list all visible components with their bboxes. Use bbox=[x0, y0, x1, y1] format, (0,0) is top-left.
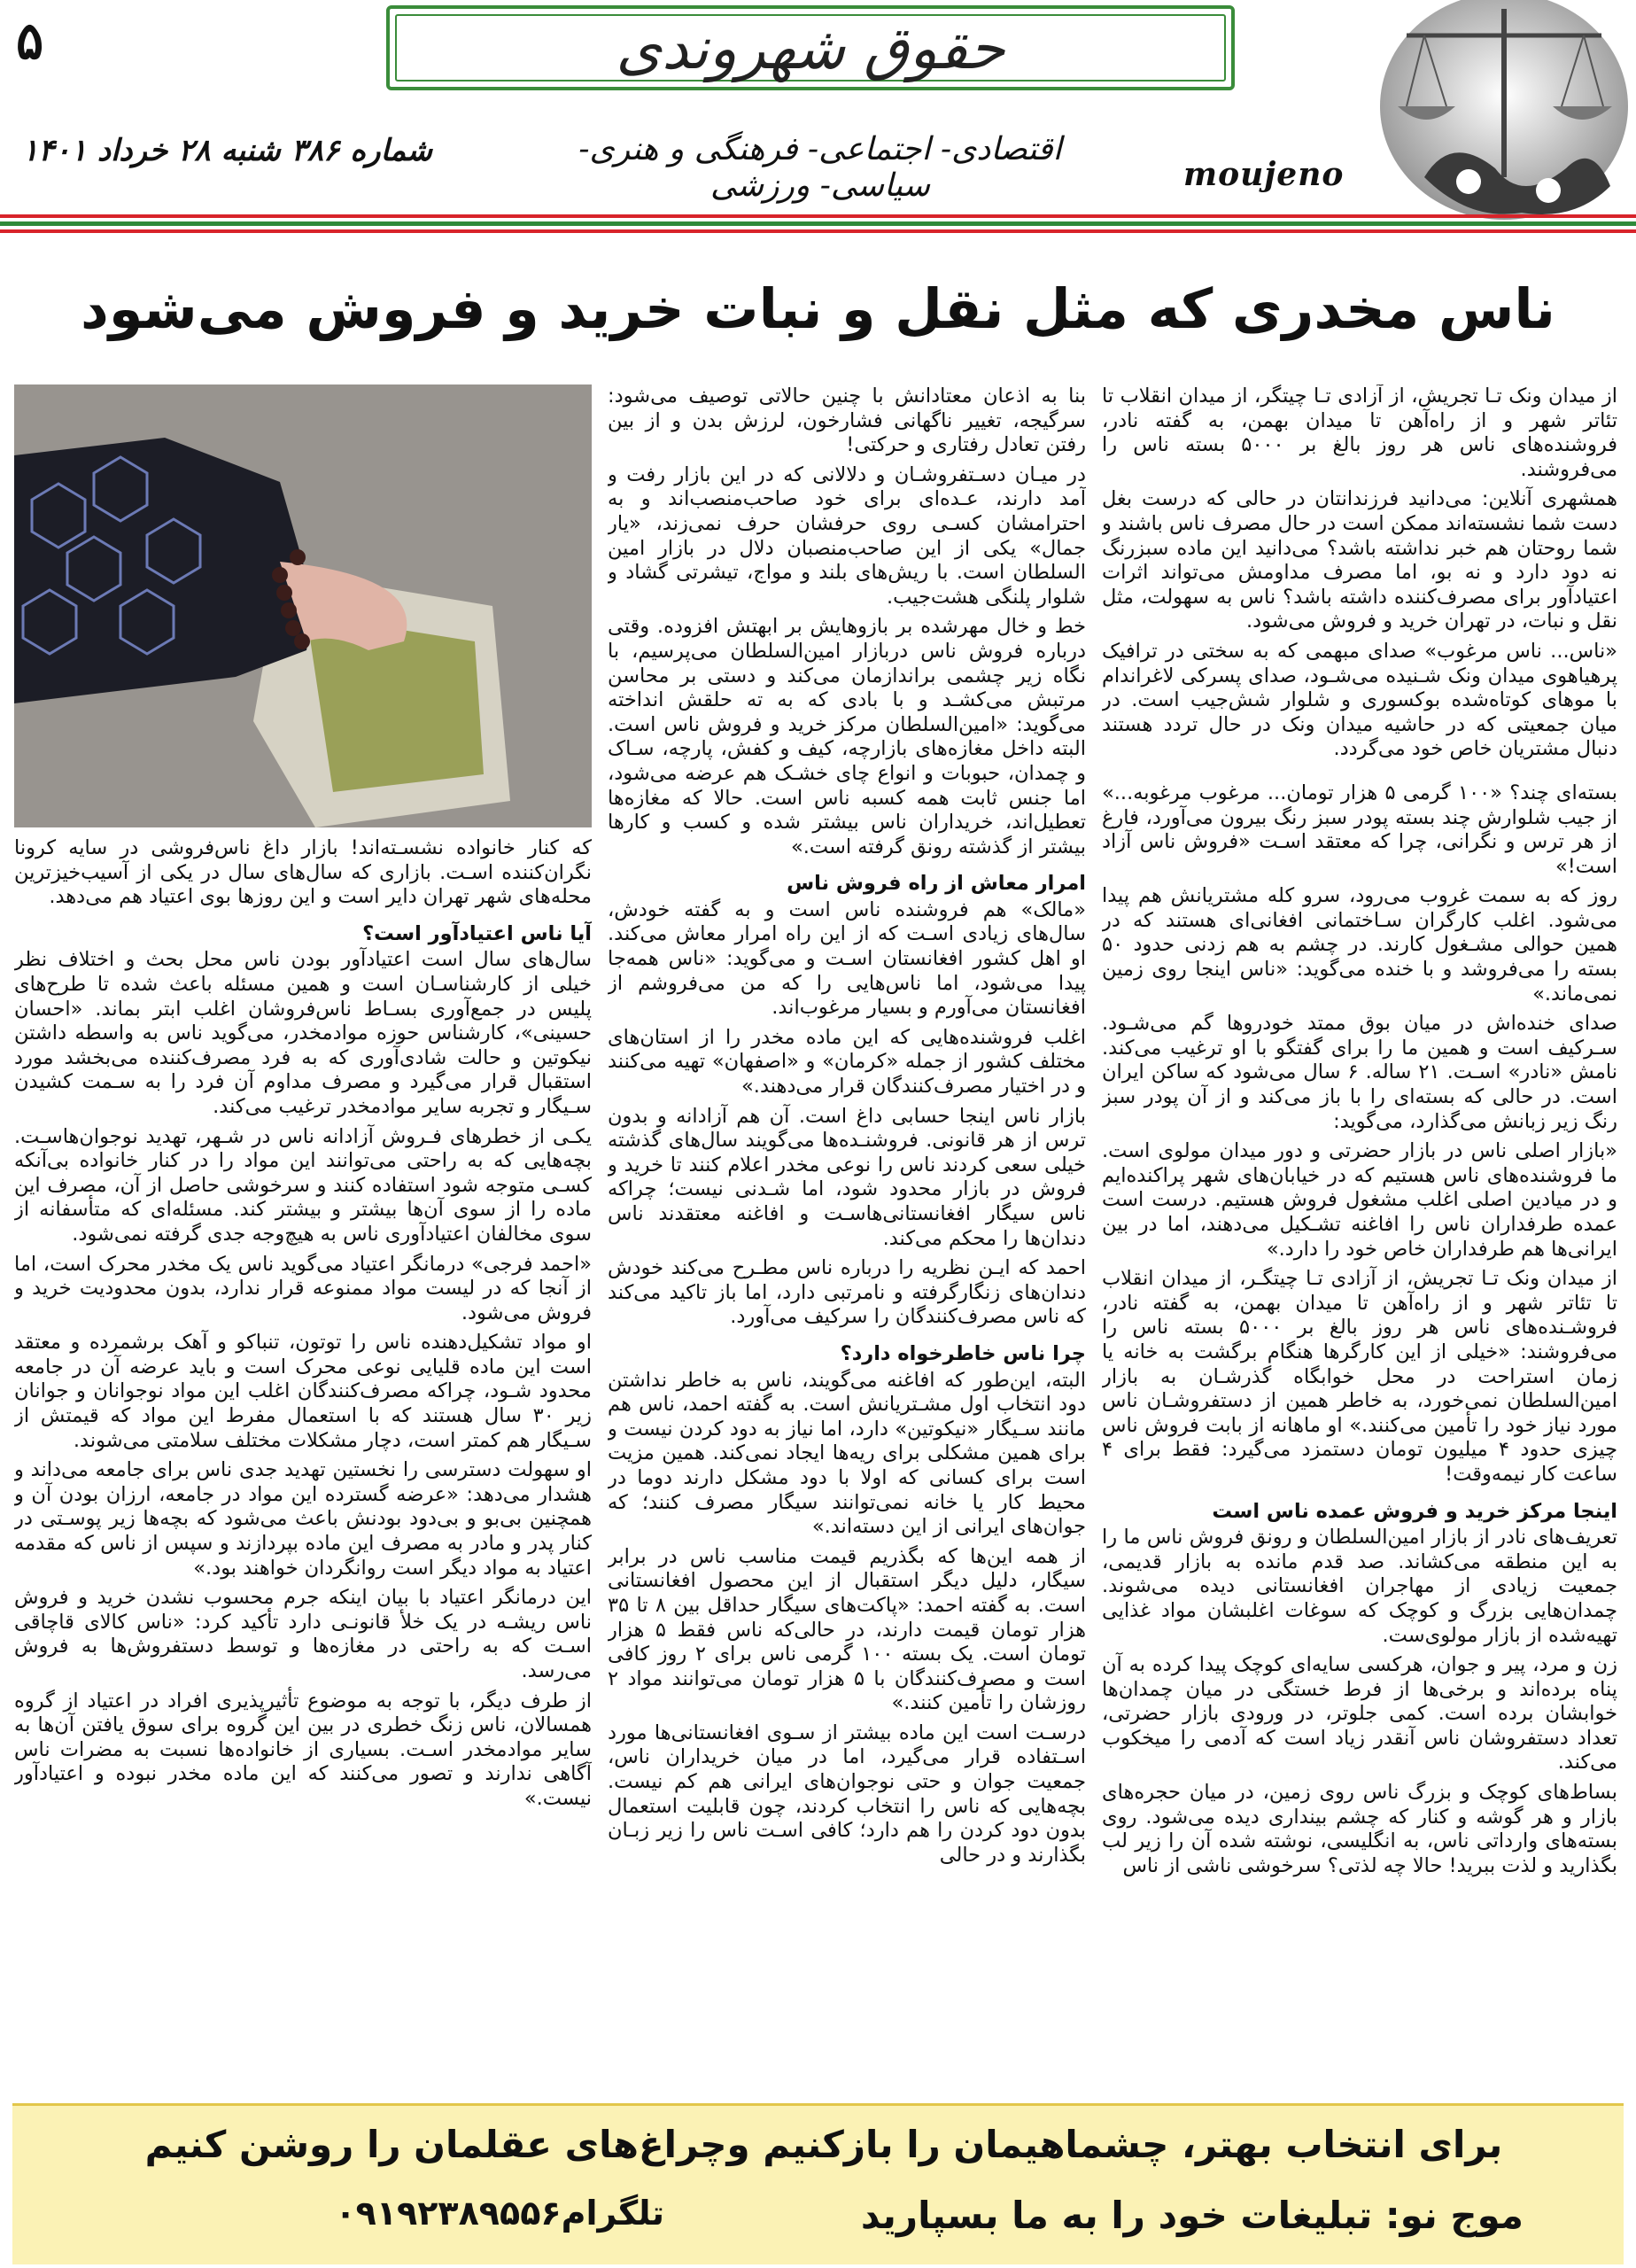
paragraph: همشهری آنلاین: می‌دانید فرزندانتان در حالی که درست بغل دست شما نشسته‌اند ممکن است در حال مصرف ناس باشند و شما روحتان هم خبر نداشته باشد؟ می‌دانید این ماده سبزرنگ نه دود دارد و نه بو، اما مصرف مداومش می‌تواند اثرات اعتیادآور برای مصرف‌کننده داشته باشد؟ ناس به سهولت، مثل نقل و نبات، در تهران خرید و فروش می‌شود. bbox=[1102, 487, 1617, 633]
issue-info: شماره ۳۸۶ شنبه ۲۸ خرداد ۱۴۰۱ bbox=[21, 133, 432, 168]
footer-advertising-call: موج نو: تبلیغات خود را به ما بسپارید bbox=[860, 2194, 1524, 2237]
paragraph: از میدان ونک تـا تجریش، از آزادی تـا چیتگـر، از میدان انقلاب تا تئاتر شهر و از راه‌آهن تا میدان بهمن، به گفته نادر، فروشـنده‌های ناس هر روز بالغ بر ۵۰۰۰ بسته ناس را می‌فروشند: «خیلی از این کارگرها هنگام برگشت به خانه یا زمان استراحت در محل خوابگاه گذرشـان به بازار امین‌السلطان نمی‌خورد، به خاطر همین از دستفروشـان ناس مورد نیاز خود را تأمین می‌کنند.» او ماهانه از بابت فروش ناس چیزی حدود ۴ میلیون تومان دستمزد می‌گیرد: فقط برای ۴ ساعت کار نیمه‌وقت! bbox=[1102, 1267, 1617, 1486]
paragraph: «احمد فرجی» درمانگر اعتیاد می‌گوید ناس یک مخدر محرک است، اما از آنجا که در لیست مواد ممنوعه قرار ندارد، بدون محدودیت خرید و فروش می‌شود. bbox=[14, 1252, 592, 1324]
article-column-right bbox=[1102, 384, 1617, 2085]
subheading: چرا ناس خاطرخواه دارد؟ bbox=[840, 1341, 1086, 1365]
paragraph: که کنار خانواده نشسـته‌اند! بازار داغ ناس‌فروشی در سایه کرونا نگران‌کننده اسـت. بازاری که سال‌های سال در یکی از آسیب‌خیزترین محله‌های شهر تهران دایر است و این روزها بوی اعتیاد هم می‌دهد. bbox=[14, 836, 592, 909]
paragraph: خط و خال مهرشده بر بازوهایش بر ابهتش افزوده. وقتی درباره فروش ناس دربازار امین‌السلطان می‌پرسیم، با نگاه زیر چشمی براندازمان می‌کند و دستی بر محاسن مرتبش می‌کشـد و با بادی که به ته حلقش انداخته می‌گوید: «امین‌السلطان مرکز خرید و فروش ناس است. البته داخل مغازه‌های بازارچه، کیف و کفش، پارچه، سـاک و چمدان، حبوبات و انواع چای خشـک هم عرضه می‌شود، اما جنس ثابت همه کسبه ناس است. حالا که مغازه‌ها تعطیل‌اند، خریداران ناس بیشتر شده و کسب و کارها بیشتر از گذشته رونق گرفته است.» bbox=[608, 615, 1086, 858]
paragraph: البته، این‌طور که افاغنه می‌گویند، ناس به خاطر نداشتن دود انتخاب اول مشـتریانش است. به گفته احمد، ناس هم مانند سـیگار «نیکوتین» دارد، اما نیاز به دود کردن نیست و برای همین مشکلی برای ریه‌ها ایجاد نمی‌کند. همین مزیت است برای کسانی که اولا با دود مشکل دارند دوما در محیط کار یا خانه نمی‌توانند سیگار مصرف کنند؛ که جوان‌های ایرانی از این دسته‌اند.» bbox=[608, 1368, 1086, 1539]
paragraph: تعریف‌های نادر از بازار امین‌السلطان و رونق فروش ناس ما را به این منطقه می‌کشاند. صد قدم مانده به بازار قدیمی، جمعیت زیادی از مهاجران افغانستانی دیده می‌شوند. چمدان‌هایی بزرگ و کوچک که سوغات اغلبشان مواد غذایی تهیه‌شده از بازار مولوی‌ست. bbox=[1102, 1526, 1617, 1647]
newspaper-subtitle: اقتصادی- اجتماعی- فرهنگی و هنری- سیاسی- ورزشی bbox=[578, 131, 1062, 204]
paragraph: او سهولت دسترسی را نخستین تهدید جدی ناس برای جامعه می‌داند و هشدار می‌دهد: «عرضه گسترده این مواد در جامعه، ارزان بودن آن و همچنین بی‌بو و بی‌دود بودنش باعث می‌شود که بچه‌ها زیر پوسـتی در کنار پدر و مادر به مصرف این ماده بپردازند و سپس از ناس که مقدمه اعتیاد به مواد دیگر است روانگردان خواهند بود.» bbox=[14, 1458, 592, 1580]
paragraph: سال‌های سال است اعتیادآور بودن ناس محل بحث و اختلاف نظر خیلی از کارشناسـان است و همین مسئله باعث شده تا طرح‌های پلیس در جمع‌آوری بسـاط ناس‌فروشان اغلب ابتر بماند. «احسان حسینی»، کارشناس حوزه موادمخدر، می‌گوید ناس به واسطه داشتن نیکوتین و حالت شادی‌آوری که به فرد مصرف‌کننده می‌بخشد مورد استقبال قرار می‌گیرد و مصرف مداوم آن فرد را به سـمت کشیدن سـیگار و تجربه سایر موادمخدر ترغیب می‌کند. bbox=[14, 948, 592, 1118]
paragraph: بنا به اذعان معتادانش با چنین حالاتی توصیف می‌شود: سرگیجه، تغییر ناگهانی فشارخون، لرزش بدن و از بین رفتن تعادل رفتاری و حرکتی! bbox=[608, 384, 1086, 457]
paragraph: احمد که ایـن نظریه را درباره ناس مطـرح می‌کند خودش دندان‌های زنگارگرفته و نامرتبی دارد، اما باز تاکید می‌کند که ناس مصرف‌کنندگان را سرکیف می‌آورد. bbox=[608, 1256, 1086, 1329]
header-green-rule bbox=[0, 221, 1636, 226]
paragraph: از طرف دیگر، با توجه به موضوع تأثیرپذیری افراد در اعتیاد از گروه همسالان، ناس زنگ خطری در بین این گروه برای سوق یافتن آن‌ها به سایر موادمخدر اسـت. بسیاری از خانواده‌ها نسبت به مضرات ناس آگاهی ندارند و تصور می‌کنند که این ماده مخدر نبوده و اعتیادآور نیست.» bbox=[14, 1689, 592, 1810]
paragraph: او مواد تشکیل‌دهنده ناس را توتون، تنباکو و آهک برشمرده و معتقد است این ماده قلیایی نوعی محرک است و باید عرضه آن در جامعه محدود شـود، چراکه مصرف‌کنندگان اغلب این مواد نوجوانان و جوانان زیر ۳۰ سال هستند که با استعمال مفرط این مواد که قیمتش از سـیگار هم کمتر است، دچار مشکلات مختلف سلامتی می‌شوند. bbox=[14, 1331, 592, 1452]
paragraph: از همه این‌ها که بگذریم قیمت مناسب ناس در برابر سیگار، دلیل دیگر استقبال از این محصول افغانستانی است. به گفته احمد: «پاکت‌های سیگار حداقل بین ۸ تا ۳۵ هزار تومان قیمت دارند، در حالی‌که ناس فقط ۵ هزار تومان است. یک بسته ۱۰۰ گرمی ناس برای ۲ روز کافی است و مصرف‌کنندگان با ۵ هزار تومان می‌توانند مواد ۲ روزشان را تأمین کنند.» bbox=[608, 1544, 1086, 1715]
subheading: اینجا مرکز خرید و فروش عمده ناس است bbox=[1212, 1499, 1617, 1523]
paragraph: اغلب فروشنده‌هایی که این ماده مخدر را از استان‌های مختلف کشور از جمله «کرمان» و «اصفهان» تهیه می‌کنند و در اختیار مصرف‌کنندگان قرار می‌دهند.» bbox=[608, 1025, 1086, 1099]
paragraph: در میـان دسـتفروشـان و دلالانی که در این بازار رفت و آمد دارند، عـده‌ای برای خود صاحب‌منصب‌اند و به احترامشان کسـی روی حرفشان حرف نمی‌زند، «یار جمال» یکی از این صاحب‌منصبان دلال در بازار امین السلطان است. با ریش‌های بلند و مواج، تیشرتی گشاد و شلوار پلنگی هشت‌جیب. bbox=[608, 462, 1086, 609]
article-headline: ناس مخدری که مثل نقل و نبات خرید و فروش می‌شود bbox=[81, 276, 1555, 341]
header-red-rule-2 bbox=[0, 229, 1636, 233]
subheading: امرار معاش از راه فروش ناس bbox=[787, 872, 1086, 896]
page-number: ۵ bbox=[16, 11, 44, 71]
header-red-rule bbox=[0, 214, 1636, 218]
paragraph: بسته‌ای چند؟ «۱۰۰ گرمی ۵ هزار تومان... مرغوب مرغوبه...» از جیب شلوارش چند بسته پودر سبز رنگ بیرون می‌آورد، فارغ از هر ترس و نگرانی، چرا که معتقد اسـت «فروش ناس آزاد است!» bbox=[1102, 781, 1617, 878]
paragraph: این درمانگر اعتیاد با بیان اینکه جرم محسوب نشدن خرید و فروش ناس ریشـه در یک خلأ قانونـی دارد تأکید کرد: «ناس کالای قاچاقی اسـت که به راحتی در مغازه‌ها و توسط دستفروش‌ها به فروش می‌رسد. bbox=[14, 1586, 592, 1682]
paragraph: «مالک» هم فروشنده ناس است و به گفته خودش، سال‌های زیادی اسـت که از این راه امرار معاش می‌کند. او اهل کشور افغانستان اسـت و می‌گوید: «ناس همه‌جا پیدا می‌شود، اما ناس‌هایی را که من می‌فروشم از افغانستان می‌آورم و بسیار مرغوب‌اند. bbox=[608, 897, 1086, 1020]
article-column-left bbox=[14, 836, 592, 2085]
paragraph: زن و مرد، پیر و جوان، هرکسی سایه‌ای کوچک پیدا کرده به آن پناه برده‌اند و برخی‌ها از فرط خستگی در میان چمدان‌ها خوابشان برده است. کمی جلوتر، در ورودی بازار حضرتی، تعداد دستفروشان ناس آنقدر زیاد است که آدمی را میخکوب می‌کند. bbox=[1102, 1653, 1617, 1775]
article-column-middle bbox=[608, 384, 1086, 2085]
newspaper-title-frame bbox=[386, 5, 1235, 90]
paragraph: درسـت است این ماده بیشتر از سـوی افغانستانی‌ها مورد اسـتفاده قرار می‌گیرد، اما در میان خریداران ناس، جمعیت جوان و حتی نوجوان‌های ایرانی هم کم نیست. بچه‌هایی که ناس را انتخاب کردند، چون قابلیت استعمال بدون دود کردن را هم دارد؛ کافی اسـت ناس را زیر زبـان بگذارند و در حالی bbox=[608, 1720, 1086, 1867]
paragraph: صدای خنده‌اش در میان بوق ممتد خودروها گم می‌شـود. سـرکیف است و همین ما را برای گفتگو با او ترغیب می‌کند. نامش «نادر» اسـت. ۲۱ ساله. ۶ سال می‌شود که ساکن ایران است. در حالی که بسته‌ای را با باز می‌کند و از آن پودر سبز رنگ زیر زبانش می‌گذارد، می‌گوید: bbox=[1102, 1012, 1617, 1133]
subheading: آیا ناس اعتیادآور است؟ bbox=[362, 921, 592, 945]
paragraph: «ناس... ناس مرغوب» صدای مبهمی که به سختی در ترافیک پرهیاهوی میدان ونک شـنیده می‌شـود، صدای پسرکی لاغراندام با موهای کوتاه‌شده بوکسوری و شلوار شش‌جیب است. در میان جمعیتی که در حاشیه میدان ونک در حال تردد هستند دنبال مشتریان خاص خود می‌گردد. bbox=[1102, 639, 1617, 761]
newspaper-title: حقوق شهروندی bbox=[616, 13, 1005, 82]
scales-of-justice-logo bbox=[1371, 0, 1633, 229]
paragraph: «بازار اصلی ناس در بازار حضرتی و دور میدان مولوی است. ما فروشنده‌های ناس هستیم که در خیابان‌های شهر پراکنده‌ایم و در میادین اصلی اغلب مشغول فروش هستیم. درست است عمده طرفداران ناس را افاغنه تشـکیل می‌دهند، اما در بین ایرانی‌ها هم طرفداران خاص خود را دارد.» bbox=[1102, 1139, 1617, 1261]
paragraph: بساط‌های کوچک و بزرگ ناس روی زمین، در میان حجره‌های بازار و هر گوشه و کنار که چشم بینداری دیده می‌شود. روی بسته‌های وارداتی ناس، به انگلیسی، نوشته شده آن را زیر لب بگذارید و لذت ببرید! حالا چه لذتی؟ سرخوشی ناشی از ناس bbox=[1102, 1781, 1617, 1877]
footer-slogan-line: برای انتخاب بهتر، چشماهیمان را بازکنیم وچراغ‌های عقلمان را روشن کنیم bbox=[144, 2123, 1503, 2166]
paragraph: از میدان ونک تـا تجریش، از آزادی تـا چیتگر، از میدان انقلاب تا تئاتر شهر و از راه‌آهن تا میدان بهمن، به گفته نادر، فروشنده‌های ناس هر روز بالغ بر ۵۰۰۰ بسته ناس را می‌فروشند. bbox=[1102, 384, 1617, 481]
paragraph: یکـی از خطرهای فـروش آزادانه ناس در شـهر، تهدید نوجوان‌هاسـت. بچه‌هایی که به راحتی می‌توانند این مواد را در کنار خانواده بی‌آنکه کسـی متوجه شود استفاده کنند و سرخوشی حاصل از آن، مصرف این ماده را از سوی آن‌ها بیشتر و بیشتر کند. مسئله‌ای که متأسفانه از سوی مخالفان اعتیادآوری ناس به هیچ‌وجه جدی گرفته نمی‌شود. bbox=[14, 1124, 592, 1246]
footer-telegram-contact: تلگرام۰۹۱۹۲۳۸۹۵۵۶ bbox=[335, 2194, 664, 2233]
paragraph: بازار ناس اینجا حسابی داغ است. آن هم آزادانه و بدون ترس از هر قانونی. فروشنـده‌ها می‌گویند سال‌های گذشته خیلی سعی کردند ناس را نوعی مخدر اعلام کنند تا خرید و فروش در بازار محدود شود، اما شـدنی نیست؛ چراکه ناس سیگار افغانستانی‌هاسـت و افاغنه معتقدند ناس دندان‌ها را محکم می‌کند. bbox=[608, 1104, 1086, 1250]
paragraph: روز که به سمت غروب می‌رود، سرو کله مشتریانش هم پیدا می‌شود. اغلب کارگران سـاختمانی افغانی‌ای هستند که در همین حوالی مشـغول کارند. در چشم به هم زدنی حدود ۵۰ بسته را می‌فروشد و با خنده می‌گوید: «ناس اینجا روی زمین نمی‌ماند.» bbox=[1102, 884, 1617, 1006]
logo-wordmark: moujeno bbox=[1183, 156, 1345, 193]
article-photo bbox=[14, 384, 592, 827]
